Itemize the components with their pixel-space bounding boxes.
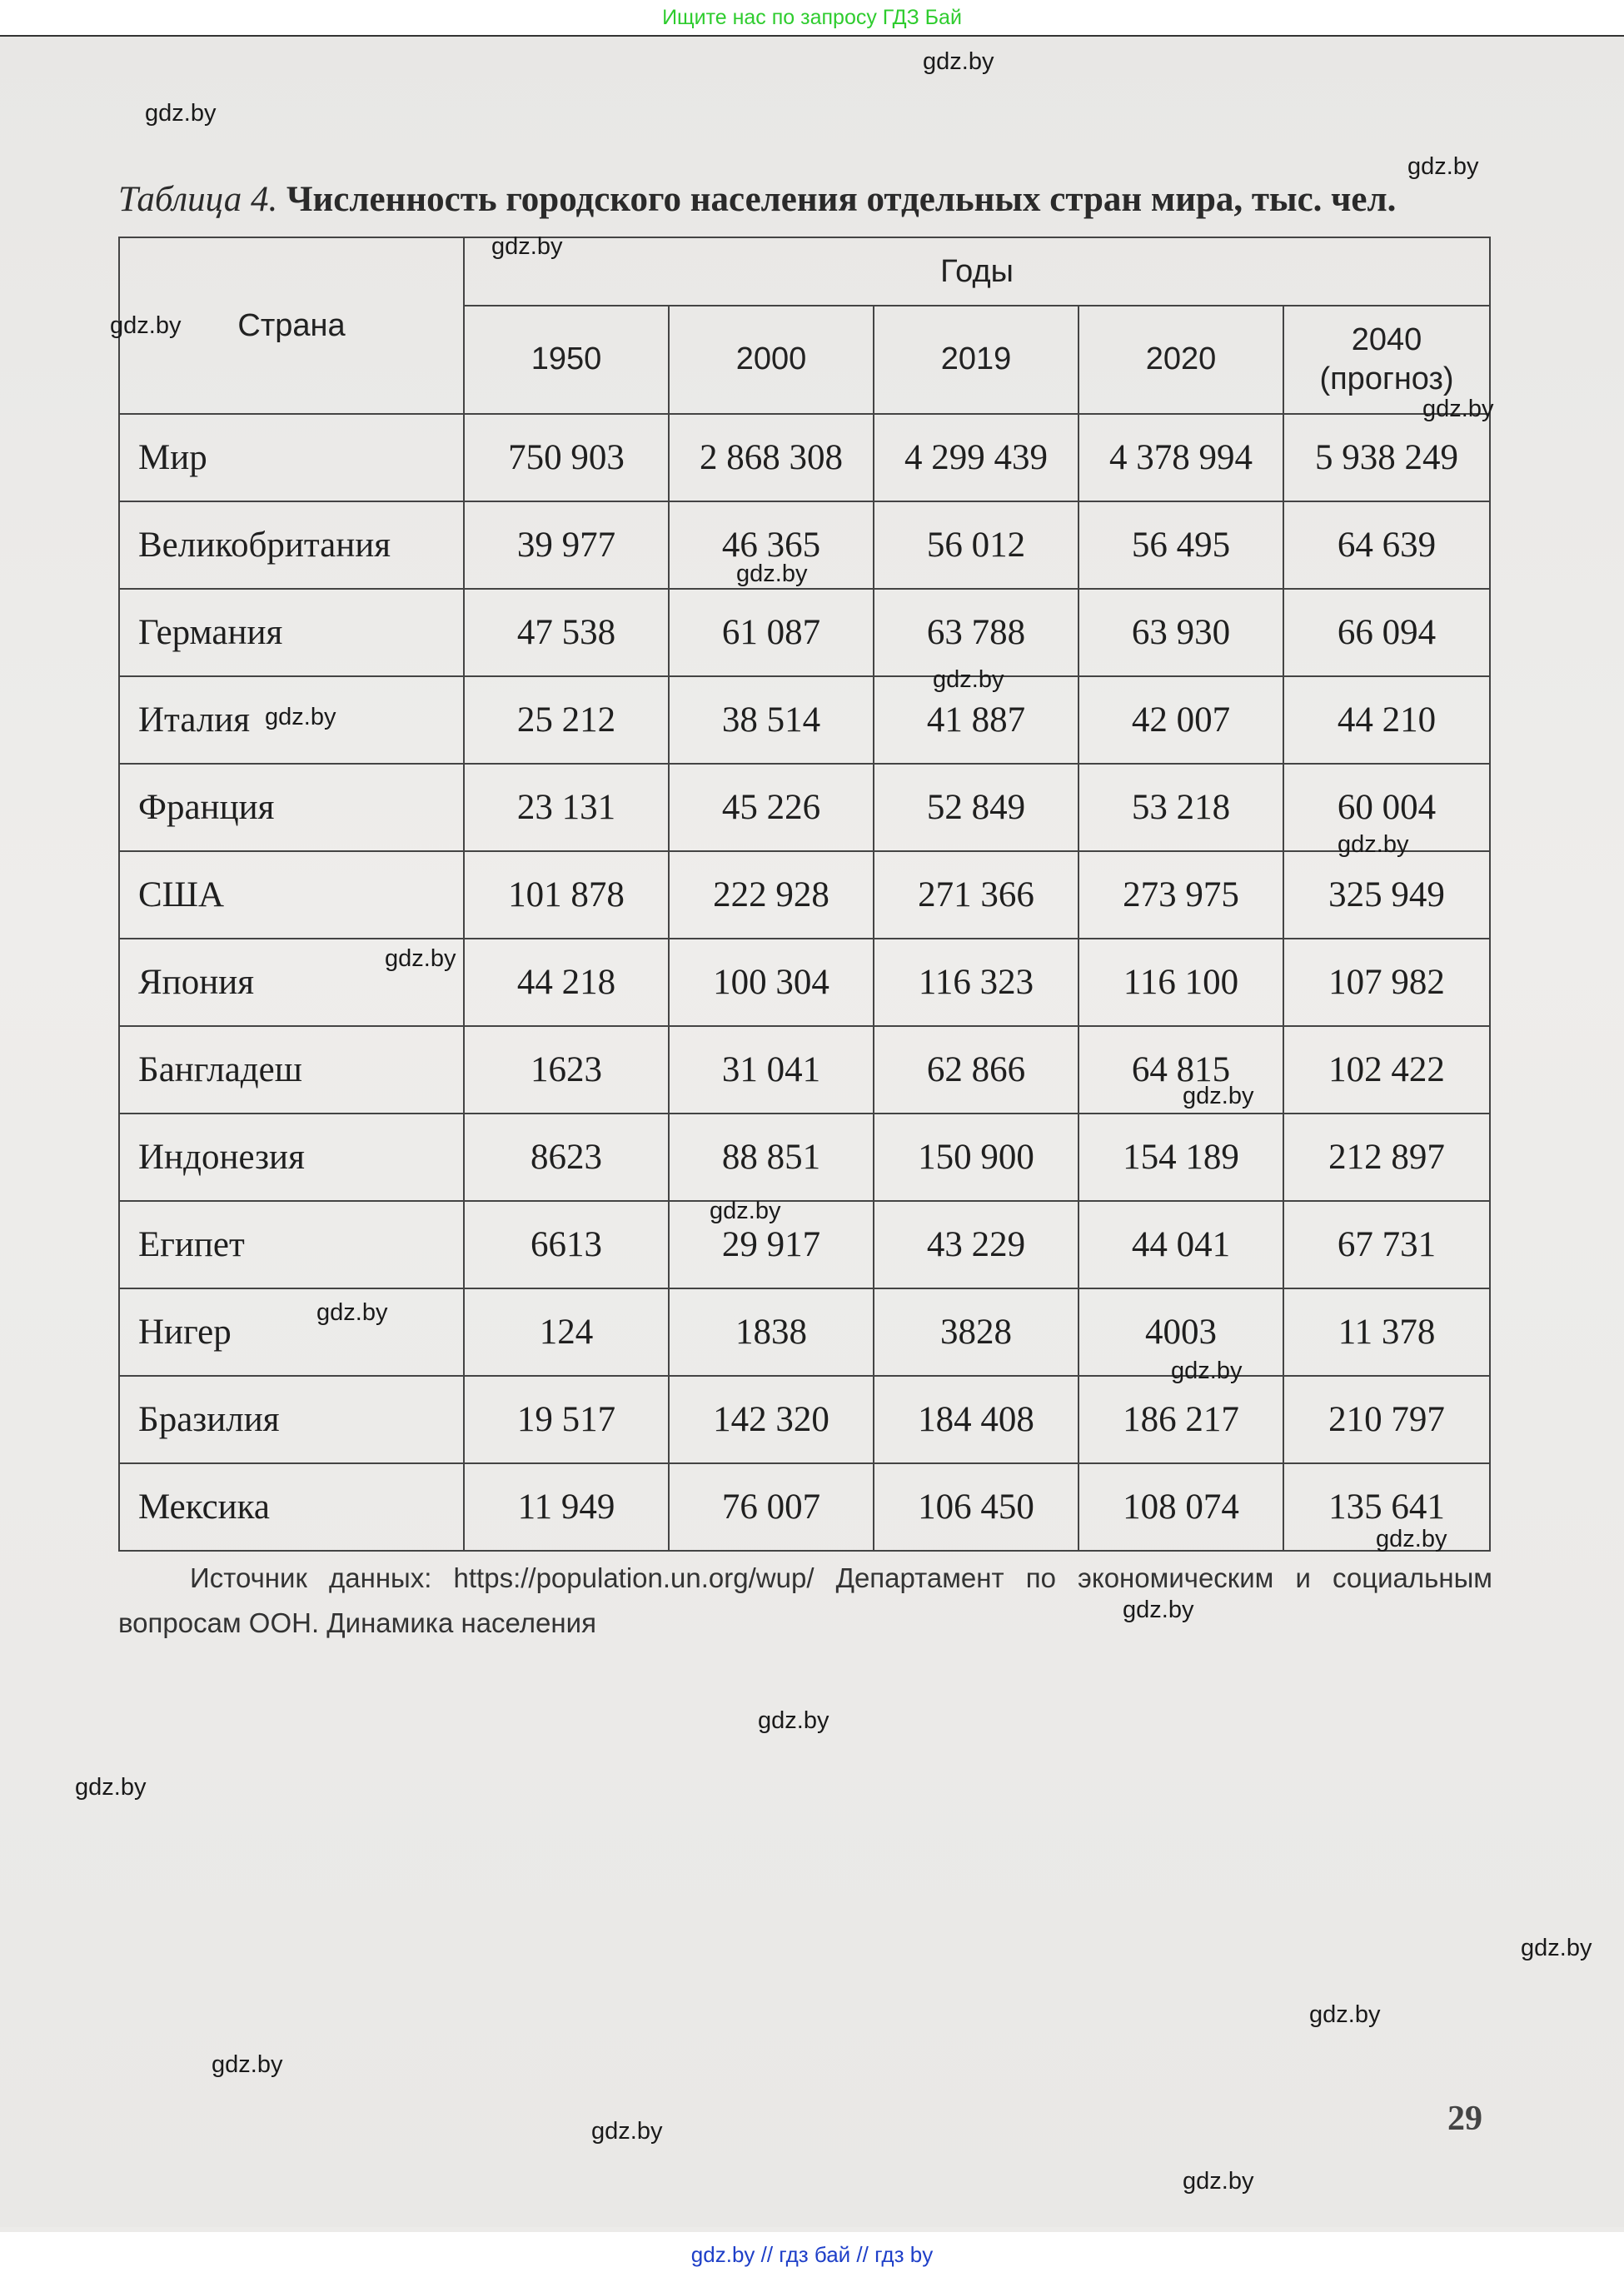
value-cell: 1623 [464, 1026, 669, 1114]
watermark-text: gdz.by [265, 704, 336, 730]
watermark-text: gdz.by [75, 1774, 147, 1801]
watermark-text: gdz.by [1123, 1597, 1194, 1623]
table-row [119, 939, 1490, 1026]
year-header: 2000 [669, 306, 874, 414]
value-cell: 45 226 [669, 764, 874, 851]
value-cell: 25 212 [464, 676, 669, 764]
value-cell: 325 949 [1283, 851, 1490, 939]
table-row [119, 1201, 1490, 1288]
top-banner[interactable]: Ищите нас по запросу ГДЗ Бай [0, 0, 1624, 37]
value-cell: 42 007 [1079, 676, 1283, 764]
watermark-text: gdz.by [385, 945, 456, 972]
table-row [119, 851, 1490, 939]
country-cell: Япония [119, 939, 464, 1026]
year-header: 2040 (прогноз) [1283, 306, 1490, 414]
value-cell: 19 517 [464, 1376, 669, 1463]
value-cell: 108 074 [1079, 1463, 1283, 1551]
value-cell: 750 903 [464, 414, 669, 501]
table-row [119, 589, 1490, 676]
value-cell: 66 094 [1283, 589, 1490, 676]
country-cell: Египет [119, 1201, 464, 1288]
table-row [119, 764, 1490, 851]
watermark-text: gdz.by [1171, 1358, 1243, 1384]
table-caption: Численность городского населения отдельных стран мира, тыс. чел. [286, 180, 1397, 219]
value-cell: 212 897 [1283, 1114, 1490, 1201]
watermark-text: gdz.by [1338, 831, 1409, 858]
value-cell: 6613 [464, 1201, 669, 1288]
bottom-banner[interactable]: gdz.by // гдз бай // гдз by [0, 2232, 1624, 2282]
value-cell: 63 788 [874, 589, 1079, 676]
value-cell: 47 538 [464, 589, 669, 676]
value-cell: 184 408 [874, 1376, 1079, 1463]
value-cell: 116 100 [1079, 939, 1283, 1026]
value-cell: 135 641 [1283, 1463, 1490, 1551]
watermark-text: gdz.by [923, 48, 994, 75]
value-cell: 4003 [1079, 1288, 1283, 1376]
value-cell: 88 851 [669, 1114, 874, 1201]
value-cell: 39 977 [464, 501, 669, 589]
value-cell: 56 012 [874, 501, 1079, 589]
urban-population-table [118, 237, 1494, 1552]
year-header: 2020 [1079, 306, 1283, 414]
value-cell: 106 450 [874, 1463, 1079, 1551]
watermark-text: gdz.by [591, 2118, 663, 2145]
value-cell: 53 218 [1079, 764, 1283, 851]
country-cell: Италия [119, 676, 464, 764]
page-number: 29 [1447, 2100, 1482, 2138]
country-cell: Бангладеш [119, 1026, 464, 1114]
watermark-text: gdz.by [710, 1198, 781, 1224]
value-cell: 52 849 [874, 764, 1079, 851]
value-cell: 44 218 [464, 939, 669, 1026]
watermark-text: gdz.by [491, 233, 563, 260]
watermark-text: gdz.by [1376, 1526, 1447, 1552]
country-cell: Нигер [119, 1288, 464, 1376]
value-cell: 46 365 [669, 501, 874, 589]
country-column-header: Страна [119, 237, 464, 414]
country-cell: Бразилия [119, 1376, 464, 1463]
value-cell: 4 299 439 [874, 414, 1079, 501]
value-cell: 56 495 [1079, 501, 1283, 589]
value-cell: 67 731 [1283, 1201, 1490, 1288]
watermark-text: gdz.by [1183, 1083, 1254, 1109]
year-header: 2019 [874, 306, 1079, 414]
value-cell: 64 639 [1283, 501, 1490, 589]
value-cell: 61 087 [669, 589, 874, 676]
watermark-text: gdz.by [1183, 2168, 1254, 2195]
value-cell: 222 928 [669, 851, 874, 939]
value-cell: 31 041 [669, 1026, 874, 1114]
value-cell: 5 938 249 [1283, 414, 1490, 501]
value-cell: 154 189 [1079, 1114, 1283, 1201]
value-cell: 271 366 [874, 851, 1079, 939]
table-row [119, 1463, 1490, 1551]
value-cell: 44 210 [1283, 676, 1490, 764]
watermark-text: gdz.by [736, 561, 808, 587]
value-cell: 8623 [464, 1114, 669, 1201]
watermark-text: gdz.by [110, 312, 182, 339]
country-cell: Мексика [119, 1463, 464, 1551]
value-cell: 186 217 [1079, 1376, 1283, 1463]
value-cell: 43 229 [874, 1201, 1079, 1288]
value-cell: 44 041 [1079, 1201, 1283, 1288]
table-row [119, 1026, 1490, 1114]
value-cell: 41 887 [874, 676, 1079, 764]
country-cell: США [119, 851, 464, 939]
value-cell: 62 866 [874, 1026, 1079, 1114]
watermark-text: gdz.by [1407, 153, 1479, 180]
country-cell: Великобритания [119, 501, 464, 589]
value-cell: 29 917 [669, 1201, 874, 1288]
country-cell: Германия [119, 589, 464, 676]
value-cell: 102 422 [1283, 1026, 1490, 1114]
value-cell: 100 304 [669, 939, 874, 1026]
country-cell: Франция [119, 764, 464, 851]
value-cell: 3828 [874, 1288, 1079, 1376]
years-group-header: Годы [464, 237, 1490, 306]
value-cell: 38 514 [669, 676, 874, 764]
value-cell: 11 949 [464, 1463, 669, 1551]
watermark-text: gdz.by [212, 2051, 283, 2078]
table-number: Таблица 4. [118, 180, 278, 219]
year-header: 1950 [464, 306, 669, 414]
value-cell: 124 [464, 1288, 669, 1376]
country-cell: Мир [119, 414, 464, 501]
table-row [119, 1114, 1490, 1201]
watermark-text: gdz.by [933, 666, 1004, 693]
value-cell: 11 378 [1283, 1288, 1490, 1376]
table-row [119, 1376, 1490, 1463]
watermark-text: gdz.by [758, 1707, 829, 1734]
value-cell: 1838 [669, 1288, 874, 1376]
value-cell: 23 131 [464, 764, 669, 851]
watermark-text: gdz.by [1422, 396, 1494, 422]
table-title [118, 179, 1584, 220]
watermark-text: gdz.by [316, 1299, 388, 1326]
table-row [119, 414, 1490, 501]
watermark-text: gdz.by [1309, 2001, 1381, 2028]
value-cell: 101 878 [464, 851, 669, 939]
watermark-text: gdz.by [1521, 1935, 1592, 1961]
value-cell: 150 900 [874, 1114, 1079, 1201]
value-cell: 210 797 [1283, 1376, 1490, 1463]
value-cell: 116 323 [874, 939, 1079, 1026]
source-note: Источник данных: https://population.un.org/wup/ Департамент по экономическим и социальным вопросам ООН. Динамика населения [118, 1562, 1492, 1638]
country-cell: Индонезия [119, 1114, 464, 1201]
value-cell: 60 004 [1283, 764, 1490, 851]
value-cell: 2 868 308 [669, 414, 874, 501]
value-cell: 63 930 [1079, 589, 1283, 676]
value-cell: 4 378 994 [1079, 414, 1283, 501]
value-cell: 107 982 [1283, 939, 1490, 1026]
value-cell: 76 007 [669, 1463, 874, 1551]
watermark-text: gdz.by [145, 100, 217, 127]
value-cell: 64 815 [1079, 1026, 1283, 1114]
value-cell: 142 320 [669, 1376, 874, 1463]
value-cell: 273 975 [1079, 851, 1283, 939]
